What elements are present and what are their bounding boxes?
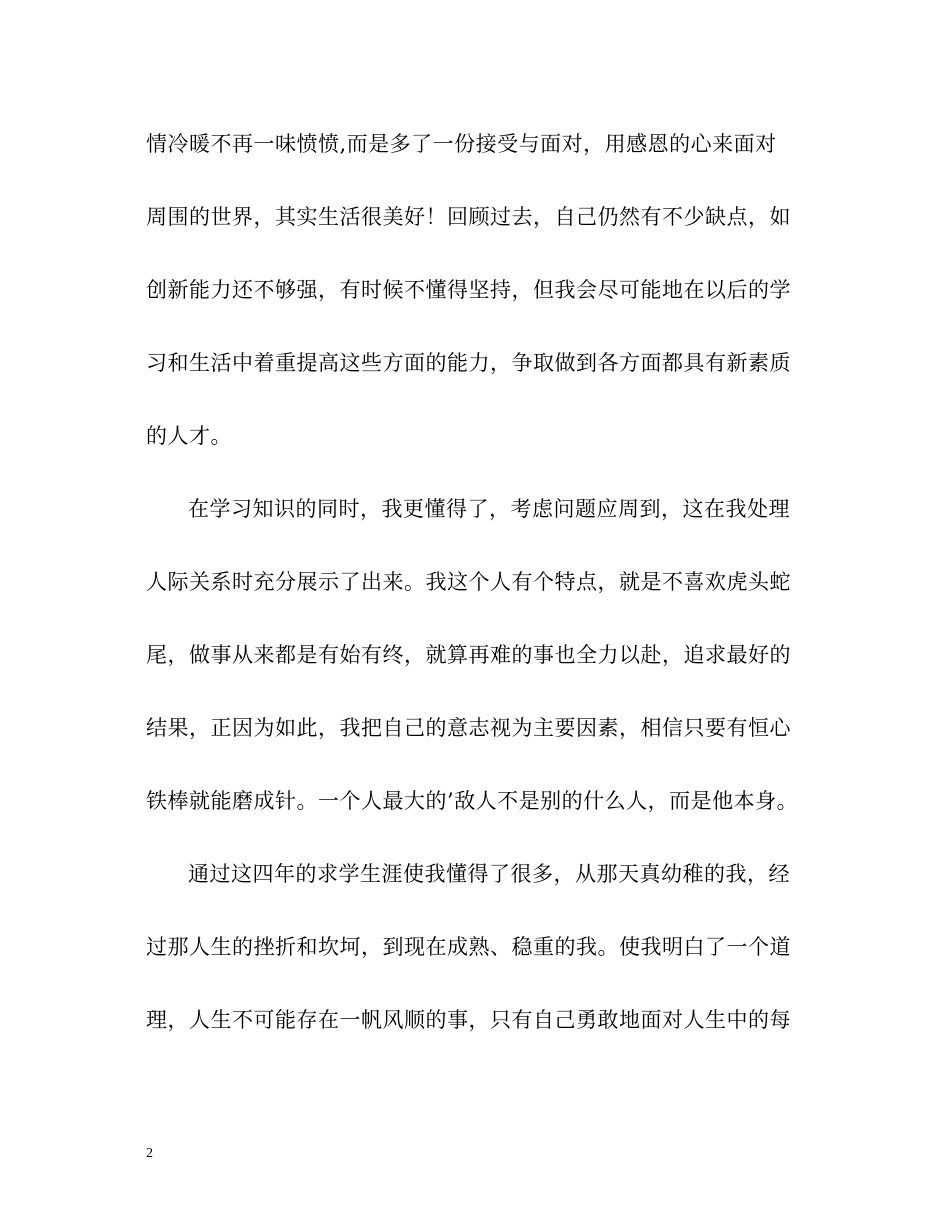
text-line: 尾，做事从来都是有始有终，就算再难的事也全力以赴，追求最好的 <box>146 643 791 667</box>
paragraph-first-line: 通过这四年的求学生涯使我懂得了很多，从那天真幼稚的我，经 <box>188 862 790 886</box>
paragraph-first-line: 在学习知识的同时，我更懂得了，考虑问题应周到，这在我处理 <box>188 497 790 521</box>
page-number: 2 <box>146 1146 153 1161</box>
text-line: 周围的世界，其实生活很美好！回顾过去，自己仍然有不少缺点，如 <box>146 205 791 229</box>
text-line: 理，人生不可能存在一帆风顺的事，只有自己勇敢地面对人生中的每 <box>146 1008 791 1032</box>
text-line: 的人才。 <box>146 424 232 448</box>
text-line: 创新能力还不够强，有时候不懂得坚持，但我会尽可能地在以后的学 <box>146 278 791 302</box>
body-text <box>146 122 826 1071</box>
text-line: 人际关系时充分展示了出来。我这个人有个特点，就是不喜欢虎头蛇 <box>146 570 791 594</box>
text-line: 铁棒就能磨成针。一个人最大的’敌人不是别的什么人，而是他本身。 <box>146 789 799 813</box>
text-line: 情冷暖不再一味愤愤,而是多了一份接受与面对，用感恩的心来面对 <box>146 132 777 156</box>
text-line: 过那人生的挫折和坎坷，到现在成熟、稳重的我。使我明白了一个道 <box>146 935 791 959</box>
text-line: 结果，正因为如此，我把自己的意志视为主要因素，相信只要有恒心 <box>146 716 791 740</box>
text-line: 习和生活中着重提高这些方面的能力，争取做到各方面都具有新素质 <box>146 351 791 375</box>
